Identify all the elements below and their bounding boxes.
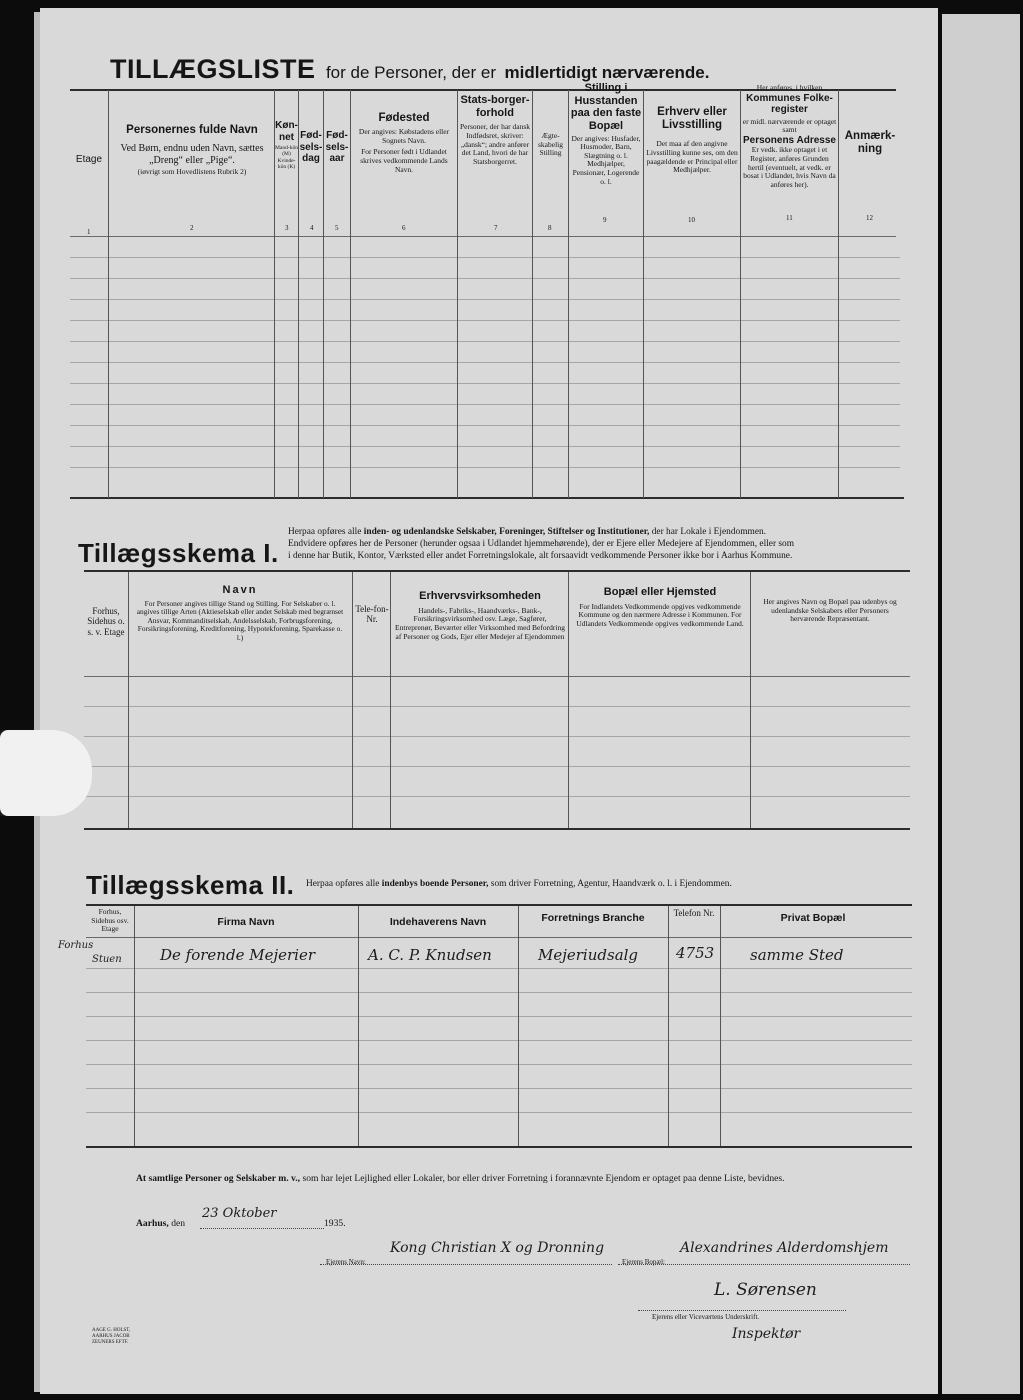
- schema2-top-border: [86, 904, 912, 906]
- main-table-bottom-border: [70, 497, 904, 499]
- entry-owner: A. C. P. Knudsen: [368, 946, 492, 964]
- col-marital-header: Ægte-skabelig Stilling: [538, 131, 563, 158]
- col-birthyear-header: Fød-sels-aar: [325, 130, 349, 164]
- census-form-page: [40, 8, 938, 1394]
- col-household-header: [570, 82, 642, 186]
- schema1-intro-line2: Endvidere opføres her de Personer (herunder ogsaa i Udlandet hjemmehørende), der er Ejere eller Medejere af Ejendommen, eller som: [288, 539, 795, 550]
- col-registry-title2: Personens Adresse: [742, 134, 836, 146]
- schema1-top-border: [84, 570, 910, 572]
- col-num-7: 7: [494, 224, 498, 232]
- entry-firm: De forende Mejerier: [160, 946, 315, 964]
- col-gender-note: Mand-kön (M) Kvinde-kön (K): [275, 145, 298, 170]
- col-num-9: 9: [603, 216, 607, 224]
- col-birthplace-header: [354, 112, 454, 174]
- schema2-col-phone: Telefon Nr.: [673, 908, 715, 918]
- col-household-note: Der angives: Husfader, Husmoder, Barn, Slægtning o. l. Medhjælper, Pensionær, Logerende o. l.: [571, 133, 641, 186]
- col-occupation-note: Det maa af den angivne Livsstilling kunne ses, om den paagældende er Principal eller Medhjælper.: [646, 139, 738, 175]
- entry-phone: 4753: [676, 944, 715, 962]
- schema2-intro-post: som driver Forretning, Agentur, Haandværk o. l. i Ejendommen.: [490, 879, 732, 889]
- col-household-title: Stilling i Husstanden paa den faste Bopæl: [570, 82, 642, 132]
- schema1-intro-bold: inden- og udenlandske Selskaber, Foreninger, Stiftelser og Institutioner,: [363, 527, 650, 537]
- col-registry-pre: Her anføres, i hvilken: [756, 83, 823, 92]
- schema2-intro-pre: Herpaa opføres alle: [306, 879, 380, 889]
- col-occupation-header: [645, 106, 739, 175]
- col-remarks-header: Anmærk-ning: [844, 130, 896, 156]
- schema1-header-bottom: [84, 676, 910, 677]
- schema2-header-bottom: [86, 937, 912, 938]
- den-label: den: [171, 1218, 186, 1229]
- col-citizenship-title: Stats-borger-forhold: [460, 94, 530, 119]
- schema1-col-representative: Her angives Navn og Bopæl paa udenbys og udenlandske Selskabers eller Personers herværende Repræsentant.: [763, 597, 897, 624]
- declaration-bold: At samtlige Personer og Selskaber m. v.,: [136, 1173, 301, 1184]
- schema1-col-business-note: Handels-, Fabriks-, Haandværks-, Bank-, Forsikringsvirksomhed osv. Læge, Sagfører, Entreprenør, Beværter eller Virksomhed med Befordring af Personer og Gods, Ejer eller Medejer af Ejendommen: [395, 605, 565, 641]
- col-citizenship-note: Personer, der har dansk Indfødsret, skriver: „dansk“; andre anfører det Land, hvori de har Statsborgerret.: [459, 122, 531, 166]
- schema1-intro: [288, 526, 903, 563]
- entry-etage-b: Stuen: [92, 954, 122, 965]
- schema2-intro: [306, 879, 732, 889]
- schema1-intro-line3: i denne har Butik, Kontor, Værksted eller andet Forretningslokale, alt forsaavidt vedkommende Personer ikke bor i Aarhus Kommune.: [288, 551, 793, 562]
- schema1-intro-post: der har Lokale i Ejendommen.: [651, 527, 767, 537]
- schema1-col-residence: [572, 586, 748, 629]
- schema2-col-address: Privat Bopæl: [780, 912, 846, 924]
- main-list-title: TILLÆGSLISTE: [110, 54, 316, 84]
- entry-branch: Mejeriudsalg: [538, 946, 639, 964]
- col-num-3: 3: [285, 224, 289, 232]
- schema1-bottom-border: [84, 828, 910, 830]
- schema1-col-name-note: For Personer angives tillige Stand og Stilling. For Selskaber o. l. angives tillige Arten (Aktieselskab eller andet Selskab med begrænset Ansvar, Kommanditselskab, Andelsselskab, Forbrugsforening, Forsikringsforening, Kreditforening, Hypotekforening, Sparekasse o. l.): [136, 598, 344, 642]
- entry-etage-a: Forhus: [58, 940, 94, 951]
- col-num-8: 8: [548, 224, 552, 232]
- col-occupation-title: Erhverv eller Livsstilling: [657, 106, 727, 132]
- schema2-col-firm: Firma Navn: [217, 916, 275, 928]
- declaration-rest: som har lejet Lejlighed eller Lokaler, bor eller driver Forretning i forannævnte Ejendom er optaget paa denne Liste, bevidnes.: [302, 1173, 785, 1184]
- schema2-col-owner: Indehaverens Navn: [389, 916, 487, 928]
- schema1-title: Tillægsskema I.: [78, 538, 279, 568]
- col-etage-header: Etage: [75, 154, 103, 165]
- main-table-header-bottom: [70, 236, 896, 237]
- year-value: 1935.: [324, 1218, 346, 1229]
- signature-dotted-line: [638, 1310, 846, 1311]
- col-num-6: 6: [402, 224, 406, 232]
- col-name-header: [112, 124, 272, 177]
- col-num-4: 4: [310, 224, 314, 232]
- col-num-11: 11: [786, 214, 793, 222]
- owner-name: Kong Christian X og Dronning: [390, 1240, 605, 1256]
- holding-thumb: [0, 730, 92, 816]
- col-gender-title: Køn-net: [275, 120, 298, 143]
- col-name-note2: (iøvrigt som Hovedlistens Rubrik 2): [137, 167, 247, 177]
- col-registry-note: er midl. nærværende er optaget samt: [742, 116, 837, 135]
- address-label: Ejerens Bopæl:: [622, 1258, 665, 1266]
- col-birthplace-note2: For Personer født i Udlandet skrives vedkommende Lands Navn.: [360, 147, 448, 174]
- col-num-1: 1: [87, 228, 91, 236]
- schema2-col-etage: Forhus, Sidehus osv. Etage: [91, 907, 129, 934]
- entry-address: samme Sted: [750, 946, 844, 964]
- adjacent-page-edge: [942, 14, 1020, 1394]
- schema1-col-business: [394, 590, 566, 641]
- signer-label: Ejerens eller Viceværtens Underskrift.: [652, 1313, 760, 1321]
- col-registry-header: [742, 84, 837, 190]
- schema1-col-residence-note: For Indlandets Vedkommende opgives vedkommende Kommune og den nærmere Adresse i Kommunen. For Udlandets Vedkommende opgives vedkommende Land.: [576, 601, 744, 628]
- schema2-intro-bold: indenbys boende Personer,: [381, 879, 489, 889]
- col-registry-title: Kommunes Folke-register: [746, 92, 833, 116]
- address-value: Alexandrines Alderdomshjem: [680, 1240, 889, 1256]
- signature: L. Sørensen: [714, 1280, 817, 1300]
- schema1-col-residence-title: Bopæl eller Hjemsted: [603, 586, 717, 598]
- main-list-subtitle-a: for de Personer, der er: [325, 63, 497, 82]
- col-birthplace-title: Fødested: [378, 112, 430, 124]
- date-dotted-line: [200, 1228, 324, 1229]
- col-citizenship-header: [459, 94, 531, 166]
- col-name-title: Personernes fulde Navn: [126, 124, 258, 136]
- col-num-12: 12: [866, 214, 873, 222]
- col-registry-note2: Er vedk. ikke optaget i et Register, anføres Grunden hertil (eventuelt, at vedk. er bosat i Udlandet, hvis Navn da anføres her).: [743, 145, 836, 189]
- schema1-col-name-title: Navn: [222, 584, 258, 596]
- schema2-bottom-border: [86, 1146, 912, 1148]
- schema1-intro-pre: Herpaa opføres alle: [288, 527, 362, 537]
- col-num-5: 5: [335, 224, 339, 232]
- schema2-col-branch: Forretnings Branche: [541, 912, 645, 924]
- declaration: [136, 1173, 785, 1184]
- col-gender-header: [275, 120, 298, 170]
- col-name-note: Ved Børn, endnu uden Navn, sættes „Dreng“ eller „Pige“.: [120, 143, 264, 166]
- owner-label: Ejerens Navn:: [326, 1258, 366, 1266]
- schema1-col-business-title: Erhvervsvirksomheden: [419, 590, 541, 602]
- schema1-col-etage: Forhus, Sidehus o. s. v. Etage: [87, 606, 125, 637]
- col-num-2: 2: [190, 224, 194, 232]
- date-value: 23 Oktober: [202, 1206, 277, 1221]
- main-list-subtitle-b: midlertidigt nærværende.: [504, 63, 710, 82]
- schema1-col-phone: Tele-fon-Nr.: [355, 604, 389, 625]
- col-birthday-header: Fød-sels-dag: [299, 130, 323, 164]
- signer-role: Inspektør: [732, 1326, 801, 1342]
- schema1-col-name: [134, 584, 346, 642]
- col-birthplace-note: Der angives: Købstadens eller Sognets Navn.: [358, 127, 450, 145]
- col-num-10: 10: [688, 216, 695, 224]
- city-label: Aarhus,: [136, 1218, 169, 1229]
- date-line: [136, 1218, 185, 1229]
- main-list-heading: [110, 54, 709, 85]
- schema2-title: Tillægsskema II.: [86, 870, 295, 900]
- printer-imprint: AAGE G. HOLST, AARHUS JACOB ZEUNERS EFTF.: [92, 1328, 131, 1345]
